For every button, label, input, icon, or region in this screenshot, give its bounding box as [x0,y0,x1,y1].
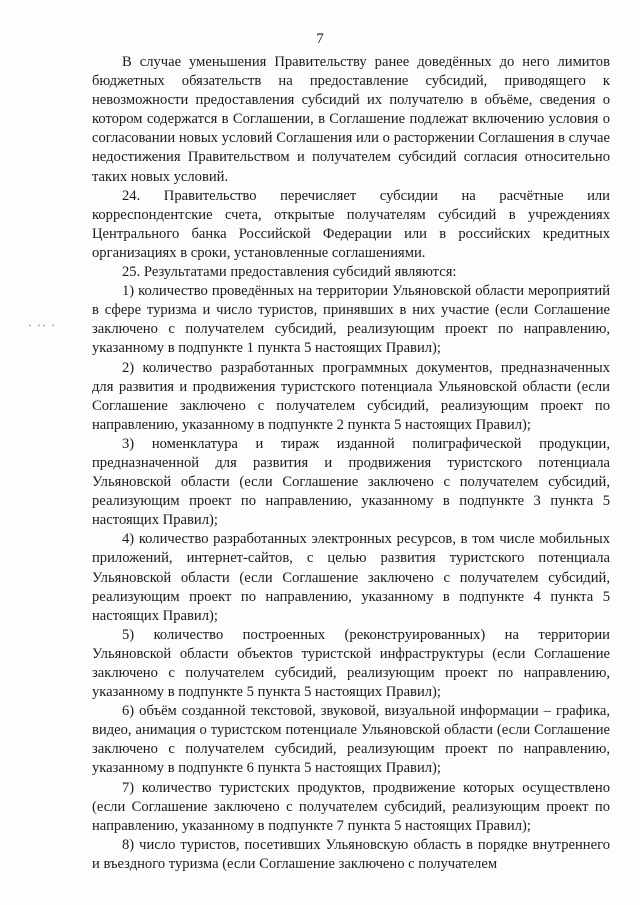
list-item-8: 8) число туристов, посетивших Ульяновскую область в порядке внутреннего и въездного туризма (если Соглашение заключено с получателем [92,836,610,872]
list-item-7: 7) количество туристских продуктов, продвижение которых осуществлено (если Соглашение заключено с получателем субсидий, реализующим проект по направлению, указанному в подпункте 7 пункта 5 настоящих Правил); [92,779,610,834]
page-number: 7 [316,31,324,47]
list-item-4: 4) количество разработанных электронных ресурсов, в том числе мобильных приложений, интернет-сайтов, с целью развития туристского потенциала Ульяновской области (если Соглашение заключено с получателем субсидий, реализующим проект по направлению, указанному в подпункте 4 пункта 5 настоящих Правил); [92,531,610,624]
list-item-2: 2) количество разработанных программных документов, предназначенных для развития и продвижения туристского потенциала Ульяновской области (если Соглашение заключено с получателем субсидий, реализующим проект по направлению, указанному в подпункте 2 пункта 5 настоящих Правил); [92,359,610,433]
list-item-3: 3) номенклатура и тираж изданной полиграфической продукции, предназначенной для развития и продвижения туристского потенциала Ульяновской области (если Соглашение заключено с получателем субсидий, реализующим проект по направлению, указанному в подпункте 3 пункта 5 настоящих Правил); [92,435,610,529]
paragraph-item-24: 24. Правительство перечисляет субсидии на расчётные или корреспондентские счета, открытые получателям субсидий в учреждениях Центрального банка Российской Федерации или в российских кредитных организациях в сроки, установленные соглашениями. [92,187,610,261]
list-item-6: 6) объём созданной текстовой, звуковой, визуальной информации – графика, видео, анимация о туристском потенциале Ульяновской области (если Соглашение заключено с получателем субсидий, реализующим проект по направлению, указанному в подпункте 6 пункта 5 настоящих Правил); [92,703,610,777]
document-body [92,53,610,874]
list-item-5: 5) количество построенных (реконструированных) на территории Ульяновской области объектов туристской инфраструктуры (если Соглашение заключено с получателем субсидий, реализующим проект по направлению, указанному в подпункте 5 пункта 5 настоящих Правил); [92,626,610,701]
margin-scan-mark: · ·· · [28,318,56,332]
list-item-1: 1) количество проведённых на территории Ульяновской области мероприятий в сфере туризма и число туристов, принявших в них участие (если Соглашение заключено с получателем субсидий, реализующим проект по направлению, указанному в подпункте 1 пункта 5 настоящих Правил); [92,283,610,357]
paragraph-item-25: 25. Результатами предоставления субсидий являются: [122,264,457,281]
paragraph-subsidy-reduction: В случае уменьшения Правительству ранее доведённых до него лимитов бюджетных обязательств на предоставление субсидий, приводящего к невозможности предоставления субсидий их получателю в объёме, сведения о котором содержатся в Соглашении, в Соглашение подлежат включению условия о согласовании новых условий Соглашения или о расторжении Соглашения в случае недостижения Правительством и получателем субсидий согласия относительно таких новых условий. [92,54,610,185]
